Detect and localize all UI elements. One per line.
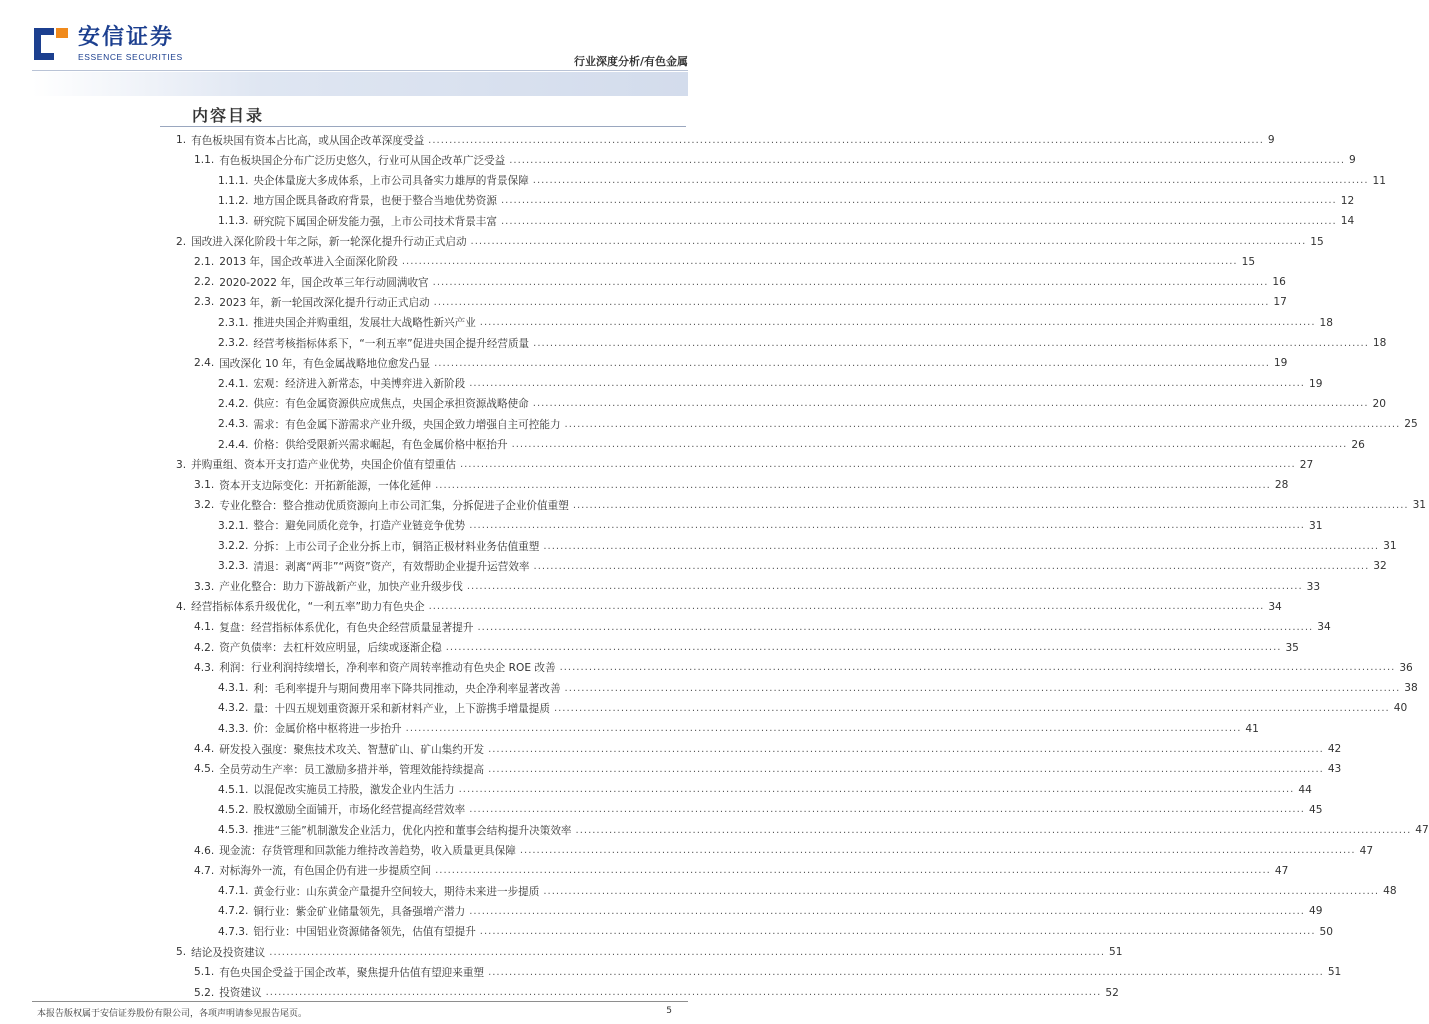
toc-leader-dots: ........................................................................................................................................................................................................ [470,236,1307,247]
toc-entry-number: 3.2.1. [218,519,249,532]
toc-entry[interactable] [0,495,1427,515]
toc-entry-page: 47 [1359,844,1374,857]
toc-entry-title: 整合：避免同质化竞争，打造产业链竞争优势 [253,520,466,533]
toc-entry-page: 15 [1310,235,1324,248]
toc-entry-title: 资产负债率：去杠杆效应明显，后续或逐渐企稳 [219,642,442,654]
toc-entry-number: 4.4. [194,743,215,755]
toc-entry[interactable] [0,658,1413,678]
report-type-label: 行业深度分析/有色金属 [573,55,688,68]
toc-entry-page: 33 [1306,580,1321,593]
toc-entry-title: 有色板块国企分布广泛历史悠久，行业可从国企改革广泛受益 [219,154,506,167]
toc-entry-number: 2.2. [194,276,215,289]
toc-leader-dots: ........................................................................................................................................................................................................ [559,662,1396,674]
toc-entry-page: 40 [1393,702,1408,715]
toc-leader-dots: ........................................................................................................................................................................................................ [435,865,1271,877]
toc-entry-number: 4.5.1. [218,783,249,796]
toc-entry[interactable] [0,820,1429,840]
toc-entry-page: 43 [1327,763,1342,776]
toc-entry-page: 17 [1273,296,1287,309]
toc-entry-title: 专业化整合：整合推动优质资源向上市公司汇集，分拆促进子企业价值重塑 [219,499,569,512]
toc-entry[interactable] [0,232,1324,252]
toc-entry[interactable] [0,597,1282,617]
toc-entry-number: 1. [176,134,187,146]
toc-entry-page: 25 [1404,418,1418,431]
toc-leader-dots: ........................................................................................................................................................................................................ [466,581,1303,593]
toc-entry-page: 19 [1308,377,1323,390]
toc-entry-number: 3. [176,458,187,471]
toc-entry-page: 52 [1105,986,1119,999]
toc-leader-dots: ........................................................................................................................................................................................................ [269,946,1106,958]
toc-entry-title: 经营考核指标体系下，“一利五率”促进央国企提升经营质量 [253,337,530,350]
toc-leader-dots: ........................................................................................................................................................................................................ [509,154,1345,166]
company-logo [32,26,183,62]
toc-title: 内容目录 [192,106,265,125]
toc-leader-dots: ........................................................................................................................................................................................................ [469,804,1305,816]
toc-entry-title: 有色板块国有资本占比高，或从国企改革深度受益 [191,134,425,147]
toc-leader-dots: ........................................................................................................................................................................................................ [572,499,1409,511]
toc-entry-title: 需求：有色金属下游需求产业升级，央国企致力增强自主可控能力 [253,418,561,431]
toc-entry-number: 4.7.3. [218,925,249,938]
toc-leader-dots: ........................................................................................................................................................................................................ [532,398,1369,410]
footer-disclaimer: 本报告版权属于安信证券股份有限公司，各项声明请参见报告尾页。 [37,1009,308,1019]
toc-entry[interactable] [0,191,1355,211]
toc-entry-page: 28 [1274,479,1289,492]
toc-entry-number: 2.3.1. [218,316,249,329]
toc-entry-title: 清退：剥离“两非”“两资”资产，有效帮助企业提升运营效率 [253,560,530,573]
toc-entry-number: 3.3. [194,580,215,593]
toc-entry-title: 有色央国企受益于国企改革，聚焦提升估值有望迎来重塑 [219,966,485,979]
toc-entry[interactable] [0,130,1275,150]
toc-entry-number: 2.1. [194,255,215,268]
toc-entry-title: 推进央国企并购重组，发展壮大战略性新兴产业 [253,317,476,330]
toc-entry-number: 2. [176,235,187,248]
toc-entry-number: 3.1. [194,479,215,492]
toc-entry-title: 宏观：经济进入新常态，中美博弈进入新阶段 [253,378,466,391]
toc-entry-number: 2.4. [194,357,215,370]
toc-entry-page: 44 [1298,783,1312,796]
toc-entry-page: 50 [1319,925,1334,938]
toc-entry[interactable] [0,516,1323,536]
toc-entry[interactable] [0,962,1342,982]
toc-entry-number: 4. [176,600,187,613]
toc-entry-title: 经营指标体系升级优化，“一利五率”助力有色央企 [191,601,425,614]
toc-entry-page: 51 [1327,966,1342,979]
toc-entry-page: 34 [1268,600,1282,613]
toc-entry-number: 1.1. [194,154,215,167]
toc-entry[interactable] [0,252,1256,272]
toc-leader-dots: ........................................................................................................................................................................................................ [488,966,1324,978]
toc-leader-dots: ........................................................................................................................................................................................................ [500,215,1337,227]
toc-entry-page: 32 [1373,560,1387,573]
toc-entry-number: 1.1.3. [218,215,249,228]
toc-entry-title: 投资建议 [219,987,262,1000]
toc-leader-dots: ........................................................................................................................................................................................................ [469,378,1305,390]
toc-entry[interactable] [0,800,1323,820]
toc-leader-dots: ........................................................................................................................................................................................................ [434,357,1270,369]
toc-entry-number: 4.7. [194,864,215,877]
header-divider [32,70,688,71]
toc-entry-number: 2.4.2. [218,397,249,410]
toc-entry[interactable] [0,292,1287,312]
toc-entry-title: 铝行业：中国铝业资源储备领先，估值有望提升 [253,926,476,939]
toc-entry-page: 31 [1308,519,1323,532]
toc-entry-number: 2.3. [194,296,215,309]
toc-entry-number: 3.2.3. [218,560,249,573]
toc-leader-dots: ........................................................................................................................................................................................................ [401,256,1238,268]
toc-entry-page: 51 [1109,946,1123,958]
toc-entry-number: 4.5.2. [218,803,249,816]
essence-logo-icon [32,26,70,62]
toc-entry-page: 15 [1241,255,1256,268]
toc-leader-dots: ........................................................................................................................................................................................................ [500,195,1337,207]
toc-entry-number: 5. [176,946,187,958]
toc-entry-number: 2.4.3. [218,418,249,431]
toc-entry[interactable] [0,313,1334,333]
toc-entry[interactable] [0,455,1314,475]
toc-entry-number: 4.5.3. [218,824,249,837]
toc-entry-title: 对标海外一流，有色国企仍有进一步提质空间 [219,865,432,878]
toc-entry-page: 49 [1308,905,1323,918]
toc-entry-title: 2013 年，国企改革进入全面深化阶段 [219,256,398,269]
page-number: 5 [666,1006,672,1016]
toc-entry[interactable] [0,171,1386,191]
toc-leader-dots: ........................................................................................................................................................................................................ [553,702,1390,714]
toc-leader-dots: ........................................................................................................................................................................................................ [428,601,1265,613]
toc-entry-number: 4.3. [194,661,215,674]
toc-entry[interactable] [0,901,1323,921]
footer-divider [32,1001,688,1002]
toc-entry-title: 利润：行业利润持续增长，净利率和资产周转率推动有色央企 ROE 改善 [219,662,556,675]
toc-leader-dots: ........................................................................................................................................................................................................ [511,439,1348,450]
toc-entry-page: 41 [1245,722,1259,735]
toc-entry-page: 34 [1317,621,1331,634]
toc-leader-dots: ........................................................................................................................................................................................................ [405,723,1242,735]
toc-leader-dots: ........................................................................................................................................................................................................ [479,926,1316,938]
toc-entry[interactable] [0,638,1299,658]
toc-entry-title: 分拆：上市公司子企业分拆上市，铜箔正极材料业务估值重塑 [253,540,540,553]
toc-entry-page: 31 [1383,540,1397,552]
toc-entry-number: 4.3.1. [218,682,249,695]
toc-entry-title: 供应：有色金属资源供应成焦点，央国企承担资源战略使命 [253,398,529,411]
toc-entry-page: 19 [1273,357,1288,370]
toc-entry-page: 9 [1267,134,1275,146]
toc-leader-dots: ........................................................................................................................................................................................................ [469,520,1305,532]
toc-entry[interactable] [0,353,1288,373]
toc-entry[interactable] [0,536,1397,556]
toc-entry-title: 资本开支边际变化：开拓新能源，一体化延伸 [219,479,432,492]
toc-entry-number: 3.2. [194,499,215,512]
toc-entry[interactable] [0,617,1331,637]
logo-english-name: ESSENCE SECURITIES [78,52,183,62]
toc-leader-dots: ........................................................................................................................................................................................................ [488,763,1324,775]
toc-leader-dots: ........................................................................................................................................................................................................ [564,682,1401,694]
toc-entry-title: 现金流：存货管理和回款能力维持改善趋势，收入质量更具保障 [219,845,516,857]
toc-entry-page: 27 [1299,458,1314,471]
toc-entry-page: 18 [1319,316,1334,329]
toc-entry-title: 研发投入强度：聚焦技术攻关、智慧矿山、矿山集约开发 [219,743,485,756]
toc-leader-dots: ........................................................................................................................................................................................................ [477,621,1314,633]
toc-entry-number: 4.7.2. [218,905,249,918]
toc-entry-title: 铜行业：紫金矿业储量领先，具备强增产潜力 [253,905,466,918]
toc-entry-number: 2.3.2. [218,337,249,349]
toc-leader-dots: ........................................................................................................................................................................................................ [435,479,1271,491]
toc-leader-dots: ........................................................................................................................................................................................................ [459,459,1296,471]
toc-leader-dots: ........................................................................................................................................................................................................ [445,642,1282,653]
toc-entry-title: 利：毛利率提升与期间费用率下降共同推动，央企净利率显著改善 [253,682,561,695]
toc-entry-number: 4.1. [194,621,215,634]
toc-entry-title: 2023 年，新一轮国改深化提升行动正式启动 [219,296,430,309]
logo-chinese-name: 安信证券 [78,25,175,50]
toc-entry[interactable] [0,211,1355,231]
toc-entry-number: 2.4.1. [218,377,249,390]
page-header [0,0,724,100]
toc-entry[interactable] [0,841,1374,861]
toc-entry-number: 4.5. [194,763,215,776]
toc-entry-number: 4.3.2. [218,702,249,715]
toc-entry[interactable] [0,698,1408,718]
toc-entry-title: 2020-2022 年，国企改革三年行动圆满收官 [219,276,429,289]
toc-entry-title: 国改进入深化阶段十年之际，新一轮深化提升行动正式启动 [191,236,467,248]
toc-entry[interactable] [0,475,1289,495]
toc-leader-dots: ........................................................................................................................................................................................................ [533,560,1370,572]
toc-entry-page: 48 [1383,885,1397,898]
toc-entry-page: 14 [1340,215,1355,228]
toc-entry-page: 36 [1399,661,1413,674]
toc-entry-page: 16 [1272,276,1286,289]
toc-entry[interactable] [0,881,1397,901]
toc-entry-title: 地方国企既具备政府背景，也便于整合当地优势资源 [253,195,497,208]
toc-entry-page: 47 [1415,824,1429,837]
toc-entry-number: 5.1. [194,966,215,979]
toc-leader-dots: ........................................................................................................................................................................................................ [458,784,1295,796]
toc-entry[interactable] [0,678,1418,698]
toc-entry-page: 18 [1372,337,1387,349]
toc-leader-dots: ........................................................................................................................................................................................................ [543,885,1380,897]
toc-entry-title: 央企体量庞大多成体系，上市公司具备实力雄厚的背景保障 [253,175,529,188]
header-band [32,72,688,96]
toc-entry-number: 4.2. [194,641,215,654]
toc-leader-dots: ........................................................................................................................................................................................................ [433,296,1270,308]
toc-entry[interactable] [0,983,1119,1003]
toc-entry-title: 研究院下属国企研发能力强，上市公司技术背景丰富 [253,215,497,228]
toc-entry-title: 量：十四五规划重资源开采和新材料产业，上下游携手增量提质 [253,702,550,715]
toc-entry[interactable] [0,780,1312,800]
toc-leader-dots: ........................................................................................................................................................................................................ [428,134,1264,146]
toc-entry-number: 4.6. [194,844,215,857]
toc-title-divider [160,126,686,127]
toc-leader-dots: ........................................................................................................................................................................................................ [543,540,1380,552]
toc-entry-page: 38 [1404,682,1418,695]
toc-leader-dots: ........................................................................................................................................................................................................ [575,824,1412,836]
toc-leader-dots: ........................................................................................................................................................................................................ [519,845,1356,856]
toc-entry[interactable] [0,150,1356,170]
toc-entry-page: 42 [1327,743,1342,755]
toc-leader-dots: ........................................................................................................................................................................................................ [432,276,1269,288]
toc-entry-title: 推进“三能”机制激发企业活力，优化内控和董事会结构提升决策效率 [253,824,572,837]
toc-entry-title: 以混促改实施员工持股，激发企业内生活力 [253,784,455,797]
toc-entry[interactable] [0,333,1387,353]
toc-entry-title: 产业化整合：助力下游战新产业，加快产业升级步伐 [219,581,463,594]
toc-entry-number: 3.2.2. [218,540,249,552]
toc-entry-number: 4.7.1. [218,885,249,898]
toc-leader-dots: ........................................................................................................................................................................................................ [533,337,1369,349]
toc-entry-title: 股权激励全面铺开，市场化经营提高经营效率 [253,804,466,817]
toc-entry-number: 1.1.2. [218,194,249,207]
toc-entry-page: 12 [1340,194,1355,207]
toc-entry-page: 35 [1285,641,1299,654]
toc-entry[interactable] [0,374,1323,394]
toc-leader-dots: ........................................................................................................................................................................................................ [479,317,1316,329]
toc-entry-number: 2.4.4. [218,438,249,451]
toc-leader-dots: ........................................................................................................................................................................................................ [488,743,1324,755]
toc-entry-title: 并购重组、资本开支打造产业优势，央国企价值有望重估 [191,459,456,472]
toc-entry[interactable] [0,739,1342,759]
toc-entry[interactable] [0,556,1387,576]
toc-entry-page: 45 [1308,803,1323,816]
toc-entry-title: 全员劳动生产率：员工激励多措并举，管理效能持续提高 [219,763,485,776]
toc-entry-page: 20 [1372,397,1386,410]
toc-entry-page: 9 [1349,154,1356,167]
toc-entry-title: 复盘：经营指标体系优化，有色央企经营质量显著提升 [219,621,474,634]
toc-entry-number: 1.1.1. [218,174,249,187]
toc-entry[interactable] [0,577,1321,597]
toc-entry-number: 5.2. [194,986,215,999]
toc-entry[interactable] [0,414,1418,434]
toc-entry[interactable] [0,394,1386,414]
toc-leader-dots: ........................................................................................................................................................................................................ [265,987,1102,999]
toc-leader-dots: ........................................................................................................................................................................................................ [564,418,1401,430]
toc-entry[interactable] [0,435,1365,455]
toc-leader-dots: ........................................................................................................................................................................................................ [532,175,1369,187]
toc-entry[interactable] [0,922,1334,942]
toc-entry[interactable] [0,759,1342,779]
toc-entry-title: 价：金属价格中枢将进一步抬升 [253,723,402,736]
toc-leader-dots: ........................................................................................................................................................................................................ [469,905,1305,917]
toc-entry[interactable] [0,719,1259,739]
toc-entry[interactable] [0,272,1286,292]
toc-entry-page: 31 [1412,499,1427,512]
toc-entry-page: 11 [1372,174,1386,187]
toc-entry-page: 47 [1274,864,1289,877]
toc-entry-number: 4.3.3. [218,722,249,735]
toc-entry-page: 26 [1351,438,1365,451]
toc-entry-title: 黄金行业：山东黄金产量提升空间较大，期待未来进一步提质 [253,885,540,898]
toc-entry-title: 结论及投资建议 [191,946,266,959]
toc-entry[interactable] [0,861,1289,881]
toc-entry[interactable] [0,942,1123,962]
toc-entry-title: 价格：供给受限新兴需求崛起，有色金属价格中枢抬升 [253,439,508,451]
toc-entry-title: 国改深化 10 年，有色金属战略地位愈发凸显 [219,357,431,370]
